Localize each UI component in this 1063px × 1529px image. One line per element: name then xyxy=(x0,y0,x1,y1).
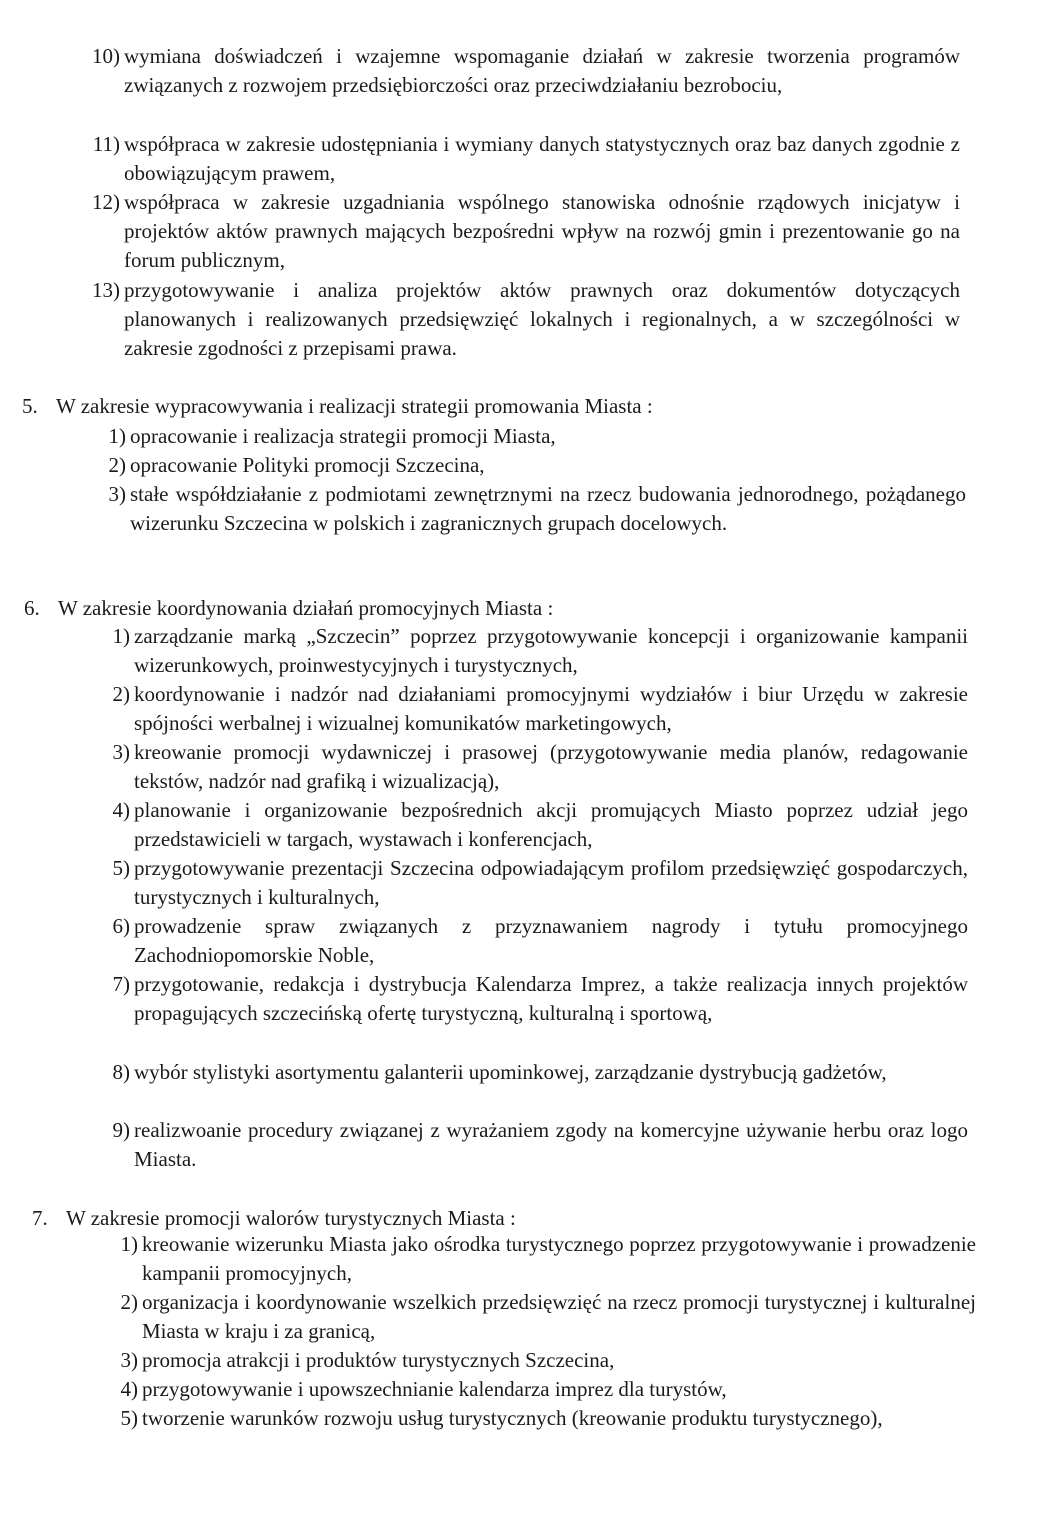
item-text: wymiana doświadczeń i wzajemne wspomaganie działań w zakresie tworzenia programów związanych z rozwojem przedsiębiorczości oraz przeciwdziałaniu bezrobociu, xyxy=(124,44,960,97)
list-item xyxy=(112,738,968,796)
list-item xyxy=(112,1058,968,1087)
list-item xyxy=(112,970,968,1028)
list-item xyxy=(112,912,968,970)
section-6-heading xyxy=(24,594,958,623)
item-text: kreowanie wizerunku Miasta jako ośrodka turystycznego poprzez przygotowywanie i prowadzenie kampanii promocyjnych, xyxy=(142,1232,976,1285)
item-number: 3) xyxy=(120,1348,138,1372)
section-7-heading xyxy=(32,1204,966,1233)
item-number: 6) xyxy=(112,914,130,938)
section-number: 6. xyxy=(24,596,40,620)
list-item xyxy=(92,276,960,363)
item-number: 2) xyxy=(112,682,130,706)
list-item xyxy=(112,680,968,738)
item-number: 12) xyxy=(92,190,120,214)
item-text: opracowanie Polityki promocji Szczecina, xyxy=(130,453,485,477)
item-number: 5) xyxy=(112,856,130,880)
item-number: 13) xyxy=(92,278,120,302)
item-text: przygotowywanie i upowszechnianie kalendarza imprez dla turystów, xyxy=(142,1377,727,1401)
item-text: koordynowanie i nadzór nad działaniami promocyjnymi wydziałów i biur Urzędu w zakresie spójności werbalnej i wizualnej komunikatów marketingowych, xyxy=(134,682,968,735)
item-number: 9) xyxy=(112,1118,130,1142)
list-item xyxy=(120,1288,976,1346)
section-title: W zakresie koordynowania działań promocyjnych Miasta : xyxy=(58,596,554,620)
item-text: przygotowanie, redakcja i dystrybucja Kalendarza Imprez, a także realizacja innych projektów propagujących szczecińską ofertę turystyczną, kulturalną i sportową, xyxy=(134,972,968,1025)
item-number: 2) xyxy=(108,453,126,477)
item-number: 1) xyxy=(120,1232,138,1256)
item-text: współpraca w zakresie udostępniania i wymiany danych statystycznych oraz baz danych zgodnie z obowiązującym prawem, xyxy=(124,132,960,185)
item-text: kreowanie promocji wydawniczej i prasowej (przygotowywanie media planów, redagowanie tekstów, nadzór nad grafiką i wizualizacją), xyxy=(134,740,968,793)
section-number: 5. xyxy=(22,394,38,418)
item-text: przygotowywanie i analiza projektów aktów prawnych oraz dokumentów dotyczących planowanych i realizowanych przedsięwzięć lokalnych i regionalnych, a w szczególności w zakresie zgodności z przepisami prawa. xyxy=(124,278,960,360)
item-text: promocja atrakcji i produktów turystycznych Szczecina, xyxy=(142,1348,615,1372)
section-title: W zakresie wypracowywania i realizacji strategii promowania Miasta : xyxy=(56,394,653,418)
list-item xyxy=(112,854,968,912)
item-text: współpraca w zakresie uzgadniania wspólnego stanowiska odnośnie rządowych inicjatyw i projektów aktów prawnych mających bezpośredni wpływ na rozwój gmin i prezentowanie go na forum publicznym, xyxy=(124,190,960,272)
item-number: 11) xyxy=(92,132,120,156)
list-item xyxy=(108,451,966,480)
item-number: 4) xyxy=(120,1377,138,1401)
item-text: wybór stylistyki asortymentu galanterii upominkowej, zarządzanie dystrybucją gadżetów, xyxy=(134,1060,887,1084)
section-5-heading xyxy=(22,392,956,421)
list-item xyxy=(108,480,966,538)
section-title: W zakresie promocji walorów turystycznych Miasta : xyxy=(66,1206,516,1230)
item-number: 1) xyxy=(108,424,126,448)
list-item xyxy=(108,422,966,451)
item-number: 10) xyxy=(92,44,120,68)
item-number: 2) xyxy=(120,1290,138,1314)
list-item xyxy=(120,1404,976,1433)
item-text: opracowanie i realizacja strategii promocji Miasta, xyxy=(130,424,556,448)
item-text: prowadzenie spraw związanych z przyznawaniem nagrody i tytułu promocyjnego Zachodniopomorskie Noble, xyxy=(134,914,968,967)
item-number: 3) xyxy=(108,482,126,506)
list-item xyxy=(112,796,968,854)
list-item xyxy=(120,1375,976,1404)
list-item xyxy=(120,1346,976,1375)
list-item xyxy=(112,1116,968,1174)
list-item xyxy=(112,622,968,680)
item-number: 4) xyxy=(112,798,130,822)
list-item xyxy=(92,130,960,188)
item-number: 5) xyxy=(120,1406,138,1430)
item-number: 7) xyxy=(112,972,130,996)
item-text: stałe współdziałanie z podmiotami zewnętrznymi na rzecz budowania jednorodnego, pożądanego wizerunku Szczecina w polskich i zagranicznych grupach docelowych. xyxy=(130,482,966,535)
item-text: realizwoanie procedury związanej z wyrażaniem zgody na komercyjne używanie herbu oraz logo Miasta. xyxy=(134,1118,968,1171)
item-number: 1) xyxy=(112,624,130,648)
item-text: przygotowywanie prezentacji Szczecina odpowiadającym profilom przedsięwzięć gospodarczych, turystycznych i kulturalnych, xyxy=(134,856,968,909)
item-number: 3) xyxy=(112,740,130,764)
list-item xyxy=(92,188,960,275)
section-number: 7. xyxy=(32,1206,48,1230)
list-item xyxy=(120,1230,976,1288)
item-text: tworzenie warunków rozwoju usług turystycznych (kreowanie produktu turystycznego), xyxy=(142,1406,883,1430)
item-text: zarządzanie marką „Szczecin” poprzez przygotowywanie koncepcji i organizowanie kampanii wizerunkowych, proinwestycyjnych i turystycznych, xyxy=(134,624,968,677)
item-text: planowanie i organizowanie bezpośrednich akcji promujących Miasto poprzez udział jego przedstawicieli w targach, wystawach i konferencjach, xyxy=(134,798,968,851)
list-item xyxy=(92,42,960,100)
item-number: 8) xyxy=(112,1060,130,1084)
item-text: organizacja i koordynowanie wszelkich przedsięwzięć na rzecz promocji turystycznej i kulturalnej Miasta w kraju i za granicą, xyxy=(142,1290,976,1343)
